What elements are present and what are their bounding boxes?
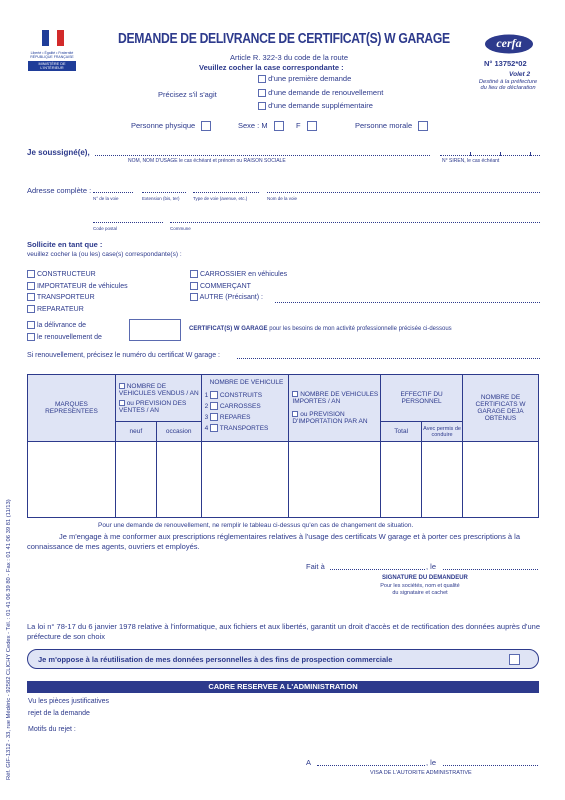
type-carrosses[interactable] [205, 401, 289, 412]
renewal-request-label: d'une demande de renouvellement [268, 88, 384, 97]
admin-vu: Vu les pièces justificatives [28, 698, 110, 705]
fait-field[interactable] [330, 569, 425, 570]
role-carrossier-label: CARROSSIER en véhicules [199, 271, 288, 278]
signature-subtitle: Pour les sociétés, nom et qualité du signataire et cachet [380, 583, 460, 596]
sidebar-reference-text: Réf. GIF-1312 - 33, rue Médéric - 92582 CLICHY Cedex - Tél. : 01 41 06 39 80 - Fax : 01 41 06 39 81 (11/13) [6, 499, 12, 780]
admin-motifs: Motifs du rejet : [28, 726, 76, 733]
importes-cell[interactable] [289, 442, 381, 518]
delivrance-label: la délivrance de [36, 321, 86, 329]
renouvellement-option[interactable] [27, 333, 102, 341]
role-commercant-label: COMMERÇANT [199, 282, 251, 290]
certificats-cell[interactable] [463, 442, 539, 518]
option-renewal[interactable] [258, 88, 383, 97]
renew-number-label: Si renouvellement, précisez le numéro du certificat W garage : [27, 352, 220, 359]
admin-visa: VISA DE L'AUTORITE ADMINISTRATIVE [370, 770, 472, 776]
sex-f[interactable] [296, 121, 317, 131]
certificate-rest: pour les besoins de mon activité professionnelle précisée ci-dessous [267, 326, 452, 332]
certificate-bold: CERTIFICAT(S) W GARAGE [189, 326, 268, 332]
oppose-label: Je m'oppose à la réutilisation de mes données personnelles à des fins de prospection commerciale [38, 655, 393, 664]
sollicite-instruction: veuillez cocher la (ou les) case(s) correspondante(s) : [27, 251, 182, 258]
renouvellement-checkbox[interactable] [27, 333, 35, 341]
importes-label: NOMBRE DE VEHICULES IMPORTES / AN [292, 391, 379, 405]
name-caption: NOM, NOM D'USAGE le cas échéant et prénom ou RAISON SOCIALE [128, 158, 286, 164]
person-physique[interactable] [131, 121, 211, 131]
option-first[interactable] [258, 74, 351, 83]
additional-request-checkbox[interactable] [258, 102, 266, 110]
admin-banner: CADRE RESERVEE A L'ADMINISTRATION [27, 681, 539, 693]
marianne-motto: Liberté • Égalité • Fraternité [30, 51, 74, 55]
street-number-caption: N° de la voie [93, 196, 119, 201]
street-type-caption: Type de voie (avenue, etc.) [193, 196, 248, 201]
vendus-checkbox[interactable] [119, 383, 125, 389]
role-reparateur-checkbox[interactable] [27, 305, 35, 313]
prevision-ventes-option[interactable] [119, 400, 201, 414]
role-list-left [27, 269, 128, 315]
renewal-note: Pour une demande de renouvellement, ne remplir le tableau ci-dessus qu'en cas de changement de situation. [98, 522, 414, 529]
option-additional[interactable] [258, 101, 373, 110]
certificate-count-box[interactable] [129, 319, 181, 341]
extension-caption: Extension (bis, ter) [142, 196, 180, 201]
loi-text: La loi n° 78-17 du 6 janvier 1978 relative à l'informatique, aux fichiers et aux libertés, garantit un droit d'accès et de rectification des données auprès d'une préfecture de son choix [27, 622, 540, 641]
role-carrossier-checkbox[interactable] [190, 270, 198, 278]
role-constructeur-checkbox[interactable] [27, 270, 35, 278]
destine-text: Destiné à la préfecture du lieu de déclaration [478, 79, 538, 91]
siren-field[interactable] [440, 155, 540, 156]
importes-header [289, 375, 381, 442]
soussigne-label: Je soussigné(e), [27, 148, 90, 157]
cerfa-number: N° 13752*02 [484, 59, 527, 68]
admin-a-field[interactable] [317, 765, 425, 766]
repares-checkbox[interactable] [210, 413, 218, 421]
first-request-label: d'une première demande [268, 74, 352, 83]
vehicle-table [27, 374, 539, 518]
role-importateur-label: IMPORTATEUR de véhicules [36, 282, 128, 290]
admin-date-field[interactable] [443, 765, 538, 766]
permis-cell[interactable] [422, 442, 463, 518]
autre-field[interactable] [275, 302, 540, 303]
role-transporteur-checkbox[interactable] [27, 293, 35, 301]
ministry-band: MINISTÈRE DE L'INTÉRIEUR [28, 61, 76, 71]
fait-label: Fait à [306, 562, 325, 571]
role-autre-label: AUTRE (Précisant) : [199, 294, 263, 301]
certificate-purpose [189, 326, 452, 332]
marianne-logo [28, 30, 76, 74]
renew-number-field[interactable] [237, 358, 540, 359]
sex-m-checkbox[interactable] [274, 121, 284, 131]
instruction-check: Veuillez cocher la case correspondante : [199, 63, 344, 72]
siren-tick [500, 152, 501, 156]
person-morale[interactable] [355, 121, 428, 131]
signature-title: SIGNATURE DU DEMANDEUR [382, 575, 468, 581]
certificats-header: NOMBRE DE CERTIFICATS W GARAGE DEJA OBTENUS [463, 375, 539, 442]
oppose-banner[interactable] [27, 649, 539, 669]
person-physique-checkbox[interactable] [201, 121, 211, 131]
role-constructeur[interactable] [27, 269, 128, 281]
role-constructeur-label: CONSTRUCTEUR [36, 271, 96, 278]
fait-date-field[interactable] [443, 569, 538, 570]
role-transporteur[interactable] [27, 292, 128, 304]
effectif-header: EFFECTIF DU PERSONNEL [381, 375, 463, 422]
vendus-option[interactable] [119, 383, 201, 397]
type-num: 1 [204, 392, 209, 399]
cerfa-logo [484, 34, 534, 54]
article-reference: Article R. 322-3 du code de la route [230, 53, 348, 62]
sex-m[interactable] [238, 121, 284, 131]
sidebar-reference [6, 420, 18, 780]
extension-field[interactable] [142, 192, 186, 193]
importes-checkbox[interactable] [292, 391, 298, 397]
admin-date-label: , le [426, 758, 437, 767]
role-importateur-checkbox[interactable] [27, 282, 35, 290]
sex-f-checkbox[interactable] [307, 121, 317, 131]
vendus-header [115, 375, 201, 422]
occasion-cell[interactable] [156, 442, 201, 518]
name-field[interactable] [95, 155, 430, 156]
renouvellement-label: le renouvellement de [36, 333, 102, 341]
occasion-header: occasion [156, 422, 201, 442]
type-label: CONSTRUITS [219, 392, 263, 399]
street-number-field[interactable] [93, 192, 133, 193]
transportes-checkbox[interactable] [210, 424, 218, 432]
engagement-text: Je m'engage à me conformer aux prescriptions réglementaires relatives à l'usage des certificats W garage et à porter ces prescriptions à la connaissance de mes agents, ouvriers et employés. [27, 532, 520, 551]
role-transporteur-label: TRANSPORTEUR [36, 294, 95, 301]
prevision-import-option[interactable] [292, 411, 380, 425]
role-commercant[interactable] [190, 281, 287, 293]
role-commercant-checkbox[interactable] [190, 282, 198, 290]
precisez-label: Précisez s'il s'agit [158, 90, 217, 99]
total-header: Total [381, 422, 422, 442]
person-morale-checkbox[interactable] [418, 121, 428, 131]
postal-code-caption: Code postal [93, 226, 118, 231]
role-reparateur[interactable] [27, 304, 128, 316]
nombre-vehicule-header [201, 375, 289, 442]
carrosses-checkbox[interactable] [210, 402, 218, 410]
neuf-cell[interactable] [115, 442, 156, 518]
construits-checkbox[interactable] [210, 391, 218, 399]
volet: Volet 2 [509, 71, 531, 78]
marianne-republic: RÉPUBLIQUE FRANÇAISE [30, 55, 74, 59]
first-request-checkbox[interactable] [258, 75, 266, 83]
role-importateur[interactable] [27, 281, 128, 293]
delivrance-option[interactable] [27, 321, 86, 329]
prevision-import-label: ou PREVISION D'IMPORTATION PAR AN [292, 411, 368, 425]
marques-cell[interactable] [28, 442, 116, 518]
address-label: Adresse complète : [27, 186, 92, 195]
type-num: 2 [204, 403, 209, 410]
prevision-ventes-label: ou PREVISION DES VENTES / AN [118, 399, 187, 414]
sollicite-title: Sollicite en tant que : [27, 240, 103, 249]
commune-caption: Commune [170, 226, 191, 231]
neuf-header: neuf [115, 422, 156, 442]
role-autre-checkbox[interactable] [190, 293, 198, 301]
role-carrossier[interactable] [190, 269, 287, 281]
admin-rejet: rejet de la demande [28, 710, 90, 717]
type-num: 4 [204, 425, 209, 432]
admin-a-label: A [306, 758, 312, 767]
role-list-right [190, 269, 287, 304]
siren-tick [530, 152, 531, 156]
total-cell[interactable] [381, 442, 422, 518]
commune-field[interactable] [170, 222, 540, 223]
fait-date-label: , le [426, 562, 437, 571]
type-construits[interactable] [205, 390, 289, 401]
type-label: REPARES [219, 414, 251, 421]
type-transportes[interactable] [205, 423, 289, 434]
street-name-caption: Nom de la voie [267, 196, 298, 201]
importes-option[interactable] [292, 391, 380, 405]
postal-code-field[interactable] [93, 222, 163, 223]
siren-tick [470, 152, 471, 156]
delivrance-checkbox[interactable] [27, 321, 35, 329]
prevision-ventes-checkbox[interactable] [119, 400, 125, 406]
street-name-field[interactable] [267, 192, 540, 193]
person-morale-label: Personne morale [355, 121, 413, 130]
oppose-checkbox[interactable] [509, 654, 520, 665]
prevision-import-checkbox[interactable] [292, 411, 298, 417]
sex-f-label: F [296, 121, 301, 130]
type-label: CARROSSES [219, 403, 261, 410]
vendus-label: NOMBRE DE VEHICULES VENDUS / AN [118, 382, 199, 397]
renewal-request-checkbox[interactable] [258, 89, 266, 97]
permis-header: Avec permis de conduire [422, 422, 463, 442]
role-reparateur-label: REPARATEUR [36, 305, 84, 313]
sex-label: Sexe : M [238, 121, 268, 130]
nombre-vehicule-label: NOMBRE DE VEHICULE [209, 379, 284, 386]
marques-header: MARQUES REPRESENTEES [28, 375, 116, 442]
person-physique-label: Personne physique [131, 121, 196, 130]
street-type-field[interactable] [193, 192, 259, 193]
form-title: DEMANDE DE DELIVRANCE DE CERTIFICAT(S) W GARAGE [118, 31, 450, 47]
cerfa-logo-text: cerfa [496, 36, 522, 50]
siren-caption: N° SIREN, le cas échéant [442, 158, 500, 164]
type-repares[interactable] [205, 412, 289, 423]
role-autre[interactable] [190, 292, 287, 304]
type-num: 3 [204, 414, 209, 421]
additional-request-label: d'une demande supplémentaire [268, 101, 373, 110]
type-label: TRANSPORTES [219, 425, 269, 432]
nombre-vehicule-cell[interactable] [201, 442, 289, 518]
